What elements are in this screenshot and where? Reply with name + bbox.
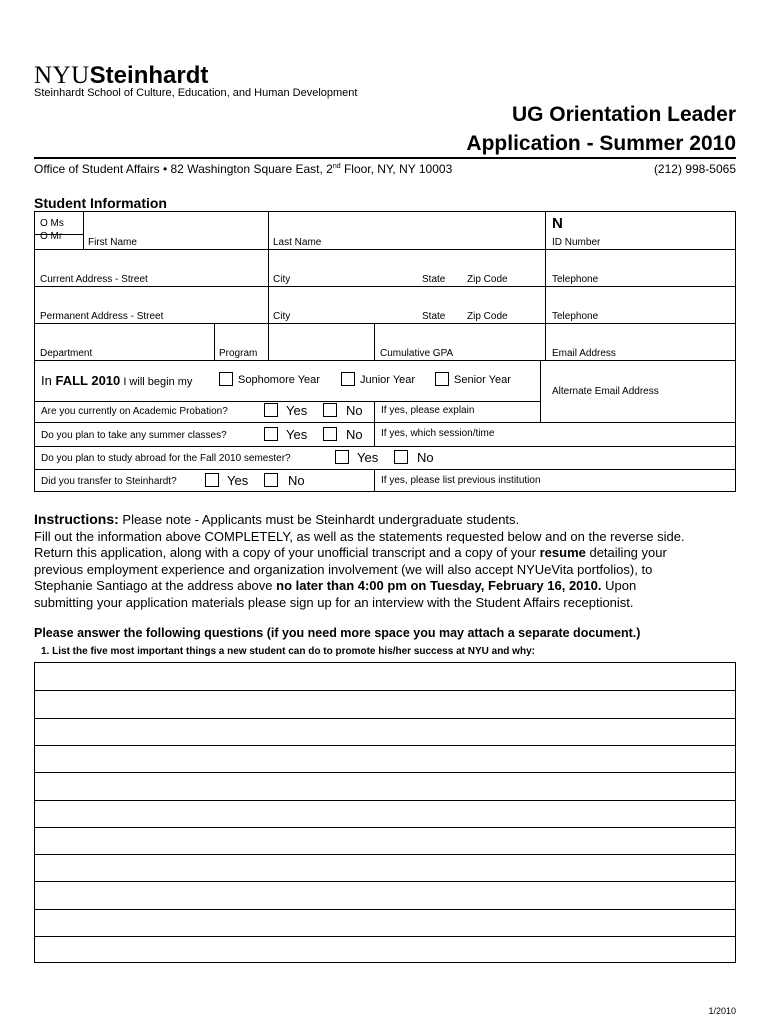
office-phone: (212) 998-5065: [653, 162, 736, 176]
program-label: Program: [219, 348, 258, 359]
junior-label: Junior Year: [360, 374, 416, 386]
form-version: 1/2010: [708, 1006, 736, 1016]
logo-steinhardt-text: Steinhardt: [89, 62, 209, 89]
transfer-yes-checkbox[interactable]: [205, 473, 219, 487]
last-name-label: Last Name: [273, 237, 322, 248]
permanent-state-label: State: [422, 311, 446, 322]
answer-line[interactable]: [35, 745, 735, 746]
instructions-label: Instructions:: [34, 511, 119, 527]
summer-no-checkbox[interactable]: [323, 427, 337, 441]
student-info-form: [34, 211, 736, 492]
answer-line[interactable]: [35, 936, 735, 937]
first-name-label: First Name: [88, 237, 137, 248]
answer-line[interactable]: [35, 690, 735, 691]
transfer-no-label: No: [288, 473, 305, 488]
department-label: Department: [40, 348, 93, 359]
permanent-street-label: Permanent Address - Street: [40, 311, 164, 322]
transfer-yes-label: Yes: [227, 473, 249, 488]
junior-checkbox[interactable]: [341, 372, 355, 386]
probation-followup-label: If yes, please explain: [381, 405, 475, 416]
alt-email-label: Alternate Email Address: [552, 386, 659, 397]
answer-line[interactable]: [35, 800, 735, 801]
abroad-question: Do you plan to study abroad for the Fall 2010 semester?: [41, 453, 291, 464]
current-telephone-label: Telephone: [552, 274, 599, 285]
answer-line[interactable]: [35, 854, 735, 855]
probation-yes-label: Yes: [286, 403, 308, 418]
probation-no-label: No: [346, 403, 363, 418]
abroad-yes-checkbox[interactable]: [335, 450, 349, 464]
summer-question: Do you plan to take any summer classes?: [41, 430, 227, 441]
salutation-mr-option[interactable]: O Mr: [40, 231, 63, 242]
question-1-answer-area[interactable]: [34, 662, 736, 963]
senior-checkbox[interactable]: [435, 372, 449, 386]
email-label: Email Address: [552, 348, 616, 359]
transfer-no-checkbox[interactable]: [264, 473, 278, 487]
abroad-yes-label: Yes: [357, 450, 379, 465]
senior-label: Senior Year: [454, 374, 511, 386]
summer-followup-label: If yes, which session/time: [381, 428, 495, 439]
current-state-label: State: [422, 274, 446, 285]
instructions-block: Instructions: Please note - Applicants must be Steinhardt undergraduate students. Fill out the information above COMPLETELY, as well as the statements requested below and on the reverse side. Return this application, along with a copy of your unofficial transcript and a copy of your resume detailing your previous employment experience and organization involvement (we will also accept NYUeVita portfolios), to Stephanie Santiago at the address above no later than 4:00 pm on Tuesday, February 16, 2010. Upon submitting your application materials please sign up for an interview with the Student Affairs receptionist.: [34, 511, 685, 610]
student-info-heading: Student Information: [34, 195, 167, 211]
current-street-label: Current Address - Street: [40, 274, 148, 285]
logo-nyu-text: NYU: [34, 62, 90, 89]
current-city-label: City: [273, 274, 291, 285]
answer-line[interactable]: [35, 881, 735, 882]
summer-yes-checkbox[interactable]: [264, 427, 278, 441]
permanent-telephone-label: Telephone: [552, 311, 599, 322]
form-title-line1: UG Orientation Leader: [511, 103, 736, 126]
answer-line[interactable]: [35, 718, 735, 719]
office-address: Office of Student Affairs • 82 Washington Square East, 2nd Floor, NY, NY 10003: [34, 162, 453, 176]
salutation-ms-option[interactable]: O Ms: [40, 218, 64, 229]
gpa-label: Cumulative GPA: [380, 348, 454, 359]
transfer-question: Did you transfer to Steinhardt?: [41, 476, 177, 487]
logo-subtitle: Steinhardt School of Culture, Education, and Human Development: [34, 87, 358, 99]
header-rule: [34, 157, 736, 159]
nyu-steinhardt-logo: [34, 62, 208, 90]
permanent-city-label: City: [273, 311, 291, 322]
probation-yes-checkbox[interactable]: [264, 403, 278, 417]
sophomore-label: Sophomore Year: [238, 374, 320, 386]
answer-line[interactable]: [35, 909, 735, 910]
id-prefix: N: [552, 215, 563, 232]
permanent-zip-label: Zip Code: [467, 311, 508, 322]
abroad-no-label: No: [417, 450, 434, 465]
probation-question: Are you currently on Academic Probation?: [41, 406, 228, 417]
summer-yes-label: Yes: [286, 427, 308, 442]
form-title-line2: Application - Summer 2010: [466, 132, 736, 155]
transfer-followup-label: If yes, please list previous institution: [381, 475, 541, 486]
probation-no-checkbox[interactable]: [323, 403, 337, 417]
id-number-label: ID Number: [552, 237, 601, 248]
answer-line[interactable]: [35, 827, 735, 828]
form-title: [466, 100, 736, 158]
answer-line[interactable]: [35, 772, 735, 773]
summer-no-label: No: [346, 427, 363, 442]
fall-2010-question: In FALL 2010 I will begin my: [41, 373, 193, 388]
abroad-no-checkbox[interactable]: [394, 450, 408, 464]
sophomore-checkbox[interactable]: [219, 372, 233, 386]
current-zip-label: Zip Code: [467, 274, 508, 285]
question-1-text: 1. List the five most important things a new student can do to promote his/her success at NYU and why:: [41, 646, 535, 657]
questions-heading: Please answer the following questions (if you need more space you may attach a separate document.): [34, 626, 641, 640]
